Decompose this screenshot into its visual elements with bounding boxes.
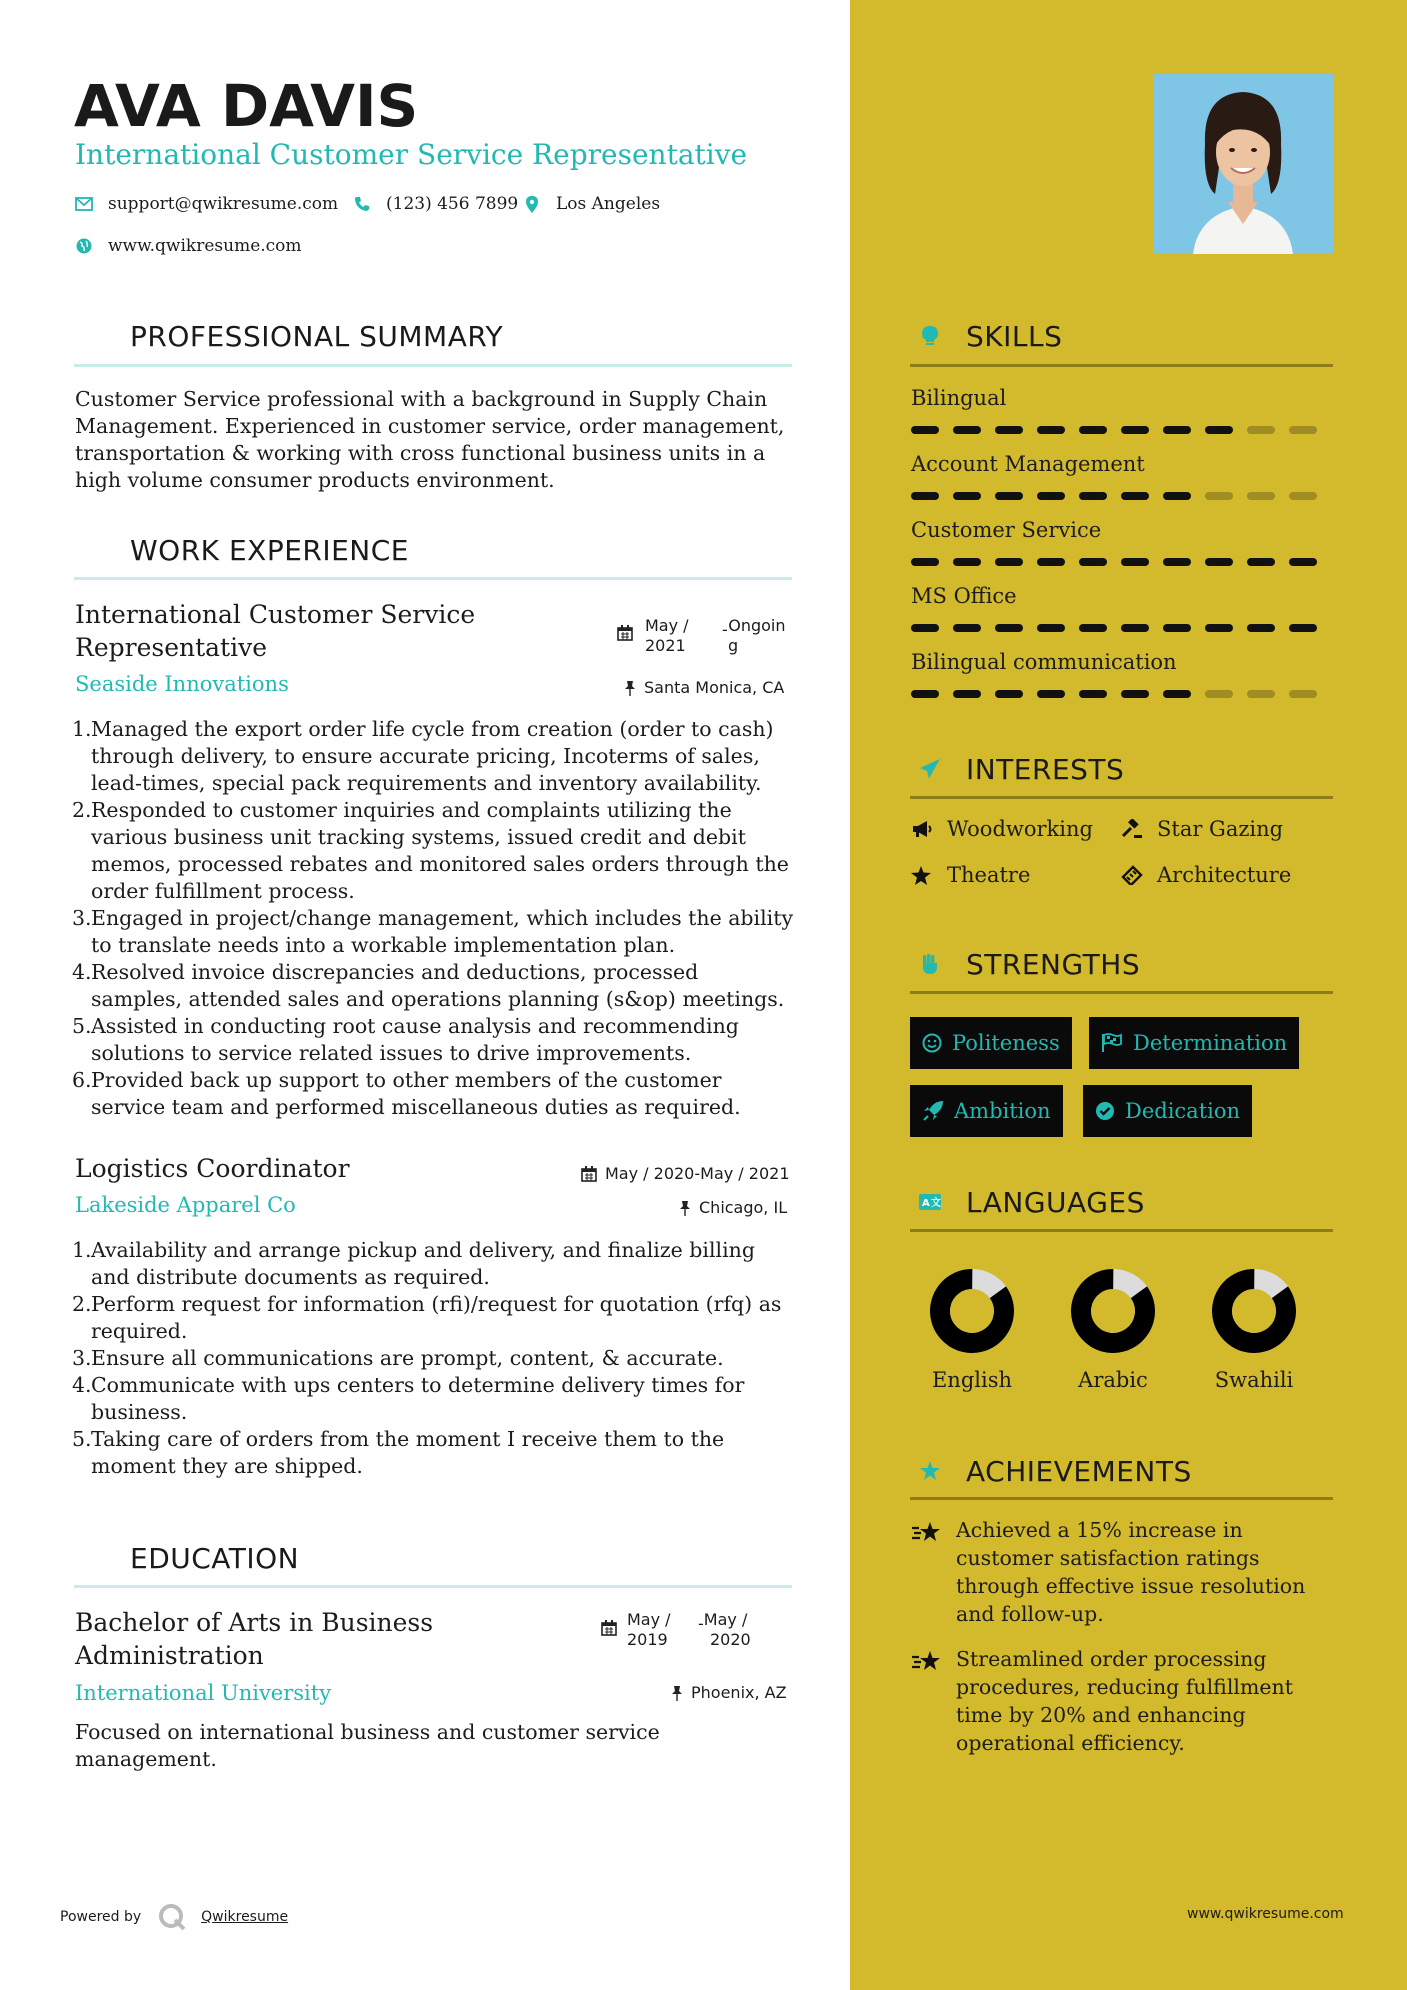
achievement-line: through effective issue resolution bbox=[956, 1574, 1306, 1598]
company-name: Seaside Innovations bbox=[75, 672, 289, 696]
summary-heading bbox=[74, 316, 503, 356]
language-label: Swahili bbox=[1214, 1368, 1294, 1392]
qwikresume-logo-icon bbox=[157, 1902, 187, 1932]
bullet-line: Communicate with ups centers to determine delivery times for bbox=[91, 1373, 745, 1397]
date-line: May / bbox=[627, 1610, 671, 1629]
interests-divider bbox=[910, 796, 1333, 799]
bullet-number: 3. bbox=[72, 906, 92, 930]
skill-name: Bilingual communication bbox=[911, 650, 1177, 674]
rocket-icon bbox=[922, 1100, 944, 1122]
user-icon bbox=[74, 316, 114, 356]
footer-website[interactable]: www.qwikresume.com bbox=[1187, 1906, 1344, 1922]
email-contact[interactable] bbox=[74, 194, 338, 214]
job-bullets bbox=[72, 1237, 812, 1480]
graduate-icon bbox=[74, 1538, 114, 1578]
description-line: Focused on international business and customer service bbox=[75, 1720, 660, 1744]
pushpin-icon bbox=[671, 1685, 683, 1701]
checkered-flag-icon bbox=[1101, 1033, 1123, 1053]
skill-level-dash bbox=[995, 690, 1023, 698]
summary-text bbox=[75, 386, 795, 494]
bullet-item bbox=[72, 1237, 812, 1291]
powered-by bbox=[60, 1902, 288, 1932]
bullet-line: Perform request for information (rfi)/request for quotation (rfq) as bbox=[91, 1292, 782, 1316]
skill-level-dash bbox=[1163, 426, 1191, 434]
language-label: English bbox=[931, 1368, 1013, 1392]
skill-level-dash bbox=[1247, 558, 1275, 566]
date-line: 2020 bbox=[710, 1630, 751, 1649]
strength-label: Ambition bbox=[954, 1099, 1051, 1123]
bullet-number: 5. bbox=[72, 1427, 92, 1451]
skill-level-dash bbox=[1205, 558, 1233, 566]
job-title-line: Logistics Coordinator bbox=[75, 1154, 350, 1183]
skill-level-dash bbox=[953, 558, 981, 566]
skill-level-dash bbox=[911, 558, 939, 566]
job-title bbox=[75, 1152, 350, 1185]
bullet-item bbox=[72, 1345, 812, 1372]
achievement-line: operational efficiency. bbox=[956, 1731, 1185, 1755]
date-line: May / bbox=[645, 616, 689, 635]
profile-photo bbox=[1153, 74, 1333, 254]
education-date-start bbox=[627, 1610, 671, 1650]
bullet-line: Taking care of orders from the moment I receive them to the bbox=[91, 1427, 725, 1451]
date-line: 2021 bbox=[645, 636, 686, 655]
location-text: Santa Monica, CA bbox=[644, 678, 785, 697]
bullet-number: 2. bbox=[72, 798, 92, 822]
skill-level-dash bbox=[1079, 690, 1107, 698]
achievements-divider bbox=[910, 1497, 1333, 1500]
skill-level-dash bbox=[1247, 426, 1275, 434]
strengths-heading-text: STRENGTHS bbox=[966, 947, 1141, 981]
skill-level-dash bbox=[1079, 558, 1107, 566]
achievement-line: and follow-up. bbox=[956, 1602, 1104, 1626]
strength-tag bbox=[1083, 1085, 1252, 1137]
email-text: support@qwikresume.com bbox=[108, 194, 339, 214]
globe-icon bbox=[74, 236, 94, 256]
website-text: www.qwikresume.com bbox=[108, 236, 302, 256]
company-name: Lakeside Apparel Co bbox=[75, 1193, 296, 1217]
skill-level-dash bbox=[1289, 690, 1317, 698]
bullet-number: 3. bbox=[72, 1346, 92, 1370]
bullet-item bbox=[72, 905, 812, 959]
skill-level-dash bbox=[1037, 690, 1065, 698]
summary-heading-text: PROFESSIONAL SUMMARY bbox=[130, 319, 504, 353]
job-location bbox=[679, 1198, 787, 1217]
star-icon bbox=[911, 866, 937, 885]
language-donut bbox=[1071, 1269, 1155, 1353]
interests-heading bbox=[910, 749, 1124, 789]
pushpin-icon bbox=[679, 1200, 691, 1216]
job-dates bbox=[581, 1164, 790, 1183]
paper-plane-icon bbox=[910, 749, 950, 789]
bullet-line: solutions to service related issues to drive improvements. bbox=[91, 1041, 692, 1065]
strengths-heading bbox=[910, 944, 1140, 984]
achievement-item bbox=[910, 1516, 1330, 1628]
experience-heading-text: WORK EXPERIENCE bbox=[130, 533, 409, 567]
job-location bbox=[624, 678, 784, 697]
skill-level-dash bbox=[1079, 426, 1107, 434]
bullet-number: 1. bbox=[72, 717, 92, 741]
skill-level-dash bbox=[1079, 492, 1107, 500]
bullet-number: 2. bbox=[72, 1292, 92, 1316]
skill-level-dash bbox=[1289, 426, 1317, 434]
bullet-item bbox=[72, 1372, 812, 1426]
skill-level-dash bbox=[911, 690, 939, 698]
skill-level-dash bbox=[953, 426, 981, 434]
bullet-line: Provided back up support to other members of the customer bbox=[91, 1068, 722, 1092]
interest-item bbox=[1121, 863, 1291, 887]
interest-item bbox=[911, 817, 1093, 841]
skill-level-dash bbox=[1163, 558, 1191, 566]
skill-level-dash bbox=[1289, 558, 1317, 566]
date-line: -May / bbox=[698, 1610, 748, 1633]
school-name: International University bbox=[75, 1681, 332, 1705]
brand-link[interactable]: Qwikresume bbox=[201, 1909, 289, 1925]
bullet-line: to translate needs into a workable implementation plan. bbox=[91, 933, 676, 957]
calendar-icon bbox=[581, 1166, 597, 1182]
achievement-line: Streamlined order processing bbox=[956, 1647, 1267, 1671]
skill-level-bar bbox=[911, 624, 1331, 632]
skill-level-dash bbox=[953, 690, 981, 698]
skill-level-dash bbox=[1205, 690, 1233, 698]
achievement-line: procedures, reducing fulfillment bbox=[956, 1675, 1293, 1699]
skill-level-bar bbox=[911, 492, 1331, 500]
job-date-end bbox=[722, 616, 785, 656]
education-description bbox=[75, 1719, 795, 1773]
education-location bbox=[671, 1683, 787, 1702]
skill-level-dash bbox=[911, 426, 939, 434]
strength-label: Politeness bbox=[952, 1031, 1060, 1055]
location-contact bbox=[522, 194, 660, 214]
skills-heading-text: SKILLS bbox=[966, 319, 1063, 353]
bullet-line: lead-times, special pack requirements and inventory availability. bbox=[91, 771, 762, 795]
skill-name: Account Management bbox=[911, 452, 1145, 476]
powered-by-text: Powered by bbox=[60, 1909, 142, 1925]
calendar-icon bbox=[601, 1620, 617, 1636]
education-divider bbox=[74, 1585, 792, 1588]
megaphone-icon bbox=[911, 820, 937, 838]
interest-item bbox=[1121, 817, 1283, 841]
interest-label: Theatre bbox=[947, 863, 1031, 887]
languages-heading-text: LANGUAGES bbox=[966, 1185, 1145, 1219]
skill-level-dash bbox=[1037, 558, 1065, 566]
bullet-line: various business unit tracking systems, issued credit and debit bbox=[91, 825, 746, 849]
job-date-start bbox=[645, 616, 689, 656]
gavel-icon bbox=[1121, 819, 1147, 839]
skill-level-dash bbox=[1247, 624, 1275, 632]
summary-line: Management. Experienced in customer service, order management, bbox=[75, 414, 785, 438]
skill-level-bar bbox=[911, 426, 1331, 434]
job-dates bbox=[617, 625, 641, 641]
bullet-line: Engaged in project/change management, which includes the ability bbox=[91, 906, 794, 930]
skill-level-bar bbox=[911, 558, 1331, 566]
date-line: g bbox=[728, 636, 739, 655]
skill-level-dash bbox=[1205, 426, 1233, 434]
bullet-item bbox=[72, 797, 812, 905]
description-line: management. bbox=[75, 1747, 217, 1771]
strength-label: Dedication bbox=[1125, 1099, 1241, 1123]
date-separator: - bbox=[722, 620, 729, 639]
strength-tag bbox=[910, 1017, 1072, 1069]
calendar-icon bbox=[617, 625, 633, 641]
interest-label: Architecture bbox=[1157, 863, 1292, 887]
candidate-name: AVA DAVIS bbox=[74, 72, 419, 140]
pushpin-icon bbox=[624, 680, 636, 696]
check-circle-icon bbox=[1095, 1101, 1115, 1121]
interest-item bbox=[911, 863, 1030, 887]
map-pin-icon bbox=[522, 194, 542, 214]
shooting-star-icon bbox=[910, 1645, 946, 1757]
skill-name: Customer Service bbox=[911, 518, 1102, 542]
job-title-line: Representative bbox=[75, 633, 268, 662]
interests-heading-text: INTERESTS bbox=[966, 752, 1125, 786]
experience-heading bbox=[74, 530, 409, 570]
skill-level-dash bbox=[911, 624, 939, 632]
date-line: -Ongoin bbox=[722, 616, 786, 639]
location-text: Los Angeles bbox=[556, 194, 661, 214]
lightbulb-icon bbox=[910, 316, 950, 356]
location-text: Chicago, IL bbox=[699, 1198, 788, 1217]
date-text: May / 2020-May / 2021 bbox=[605, 1164, 790, 1183]
summary-line: transportation & working with cross functional business units in a bbox=[75, 441, 766, 465]
job-title-line: International Customer Service bbox=[75, 600, 476, 629]
skill-level-dash bbox=[995, 492, 1023, 500]
education-dates bbox=[601, 1620, 625, 1636]
languages-divider bbox=[910, 1229, 1333, 1232]
skill-level-dash bbox=[1163, 492, 1191, 500]
bullet-line: Managed the export order life cycle from creation (order to cash) bbox=[91, 717, 774, 741]
bullet-number: 6. bbox=[72, 1068, 92, 1092]
language-label: Arabic bbox=[1078, 1368, 1148, 1392]
bullet-line: Resolved invoice discrepancies and deductions, processed bbox=[91, 960, 699, 984]
language-donut bbox=[930, 1269, 1014, 1353]
bullet-line: order fulfillment process. bbox=[91, 879, 355, 903]
skill-level-dash bbox=[1079, 624, 1107, 632]
bullet-line: moment they are shipped. bbox=[91, 1454, 363, 1478]
bullet-item bbox=[72, 959, 812, 1013]
skill-level-dash bbox=[1121, 492, 1149, 500]
translate-icon bbox=[910, 1182, 950, 1222]
achievement-text bbox=[956, 1516, 1305, 1628]
bullet-line: Assisted in conducting root cause analysis and recommending bbox=[91, 1014, 739, 1038]
bullet-line: Responded to customer inquiries and complaints utilizing the bbox=[91, 798, 732, 822]
bullet-line: samples, attended sales and operations planning (s&op) meetings. bbox=[91, 987, 785, 1011]
svg-text:文: 文 bbox=[931, 1198, 941, 1209]
bullet-item bbox=[72, 1426, 812, 1480]
strength-tag bbox=[910, 1085, 1063, 1137]
job-title bbox=[75, 598, 475, 664]
location-text: Phoenix, AZ bbox=[691, 1683, 787, 1702]
achievements-heading bbox=[910, 1451, 1192, 1491]
skill-level-dash bbox=[1037, 426, 1065, 434]
skill-level-dash bbox=[1121, 690, 1149, 698]
strengths-divider bbox=[910, 991, 1333, 994]
briefcase-chair-icon bbox=[74, 530, 114, 570]
skill-level-dash bbox=[1163, 690, 1191, 698]
skill-level-dash bbox=[995, 426, 1023, 434]
achievement-text bbox=[956, 1645, 1293, 1757]
skill-level-dash bbox=[1037, 624, 1065, 632]
ruler-pencil-icon bbox=[1121, 865, 1147, 885]
bullet-line: required. bbox=[91, 1319, 188, 1343]
skills-heading bbox=[910, 316, 1062, 356]
phone-text: (123) 456 7899 bbox=[386, 194, 519, 214]
bullet-line: memos, processed rebates and monitored sales orders through the bbox=[91, 852, 789, 876]
candidate-title: International Customer Service Representative bbox=[75, 138, 748, 171]
phone-contact[interactable] bbox=[352, 194, 518, 214]
skill-level-dash bbox=[1121, 624, 1149, 632]
skill-level-dash bbox=[1289, 624, 1317, 632]
skill-level-dash bbox=[995, 558, 1023, 566]
summary-divider bbox=[74, 364, 792, 367]
bullet-line: and distribute documents as required. bbox=[91, 1265, 490, 1289]
skill-level-dash bbox=[995, 624, 1023, 632]
bullet-line: Ensure all communications are prompt, content, & accurate. bbox=[91, 1346, 724, 1370]
svg-text:A: A bbox=[922, 1198, 930, 1209]
summary-line: Customer Service professional with a background in Supply Chain bbox=[75, 387, 768, 411]
degree-line: Bachelor of Arts in Business bbox=[75, 1608, 434, 1637]
shooting-star-icon bbox=[910, 1516, 946, 1628]
strength-label: Determination bbox=[1133, 1031, 1288, 1055]
bullet-item bbox=[72, 1291, 812, 1345]
skill-name: MS Office bbox=[911, 584, 1017, 608]
skill-level-dash bbox=[1121, 426, 1149, 434]
achievements-heading-text: ACHIEVEMENTS bbox=[966, 1454, 1192, 1488]
skill-level-dash bbox=[1163, 624, 1191, 632]
skill-level-dash bbox=[1247, 492, 1275, 500]
achievement-line: Achieved a 15% increase in bbox=[956, 1518, 1243, 1542]
bullet-item bbox=[72, 716, 812, 797]
education-date-end bbox=[698, 1610, 751, 1650]
interest-label: Woodworking bbox=[947, 817, 1093, 841]
skill-level-dash bbox=[953, 492, 981, 500]
language-donut bbox=[1212, 1269, 1296, 1353]
achievement-line: time by 20% and enhancing bbox=[956, 1703, 1246, 1727]
degree-line: Administration bbox=[75, 1641, 264, 1670]
skill-level-dash bbox=[953, 624, 981, 632]
date-line: 2019 bbox=[627, 1630, 668, 1649]
education-heading bbox=[74, 1538, 299, 1578]
bullet-number: 5. bbox=[72, 1014, 92, 1038]
star-badge-icon bbox=[910, 1451, 950, 1491]
achievement-item bbox=[910, 1645, 1330, 1757]
skill-level-bar bbox=[911, 690, 1331, 698]
skill-level-dash bbox=[911, 492, 939, 500]
bullet-number: 4. bbox=[72, 960, 92, 984]
skill-level-dash bbox=[1037, 492, 1065, 500]
skill-level-dash bbox=[1205, 492, 1233, 500]
skills-divider bbox=[910, 364, 1333, 367]
date-separator: - bbox=[698, 1614, 704, 1633]
envelope-icon bbox=[74, 194, 94, 214]
fist-icon bbox=[910, 944, 950, 984]
bullet-line: business. bbox=[91, 1400, 188, 1424]
experience-divider bbox=[74, 577, 792, 580]
phone-icon bbox=[352, 194, 372, 214]
job-bullets bbox=[72, 716, 812, 1121]
skill-level-dash bbox=[1205, 624, 1233, 632]
smile-icon bbox=[922, 1033, 942, 1053]
languages-heading bbox=[910, 1182, 1145, 1222]
skill-level-dash bbox=[1289, 492, 1317, 500]
skill-name: Bilingual bbox=[911, 386, 1007, 410]
achievement-line: customer satisfaction ratings bbox=[956, 1546, 1260, 1570]
degree-title bbox=[75, 1606, 433, 1672]
bullet-number: 4. bbox=[72, 1373, 92, 1397]
education-heading-text: EDUCATION bbox=[130, 1541, 300, 1575]
bullet-line: Availability and arrange pickup and delivery, and finalize billing bbox=[91, 1238, 755, 1262]
interest-label: Star Gazing bbox=[1157, 817, 1284, 841]
skill-level-dash bbox=[1121, 558, 1149, 566]
bullet-line: through delivery, to ensure accurate pricing, Incoterms of sales, bbox=[91, 744, 760, 768]
summary-line: high volume consumer products environment. bbox=[75, 468, 555, 492]
bullet-number: 1. bbox=[72, 1238, 92, 1262]
bullet-item bbox=[72, 1013, 812, 1067]
strength-tag bbox=[1089, 1017, 1299, 1069]
bullet-line: service team and performed miscellaneous duties as required. bbox=[91, 1095, 741, 1119]
skill-level-dash bbox=[1247, 690, 1275, 698]
website-contact[interactable] bbox=[74, 236, 302, 256]
bullet-item bbox=[72, 1067, 812, 1121]
